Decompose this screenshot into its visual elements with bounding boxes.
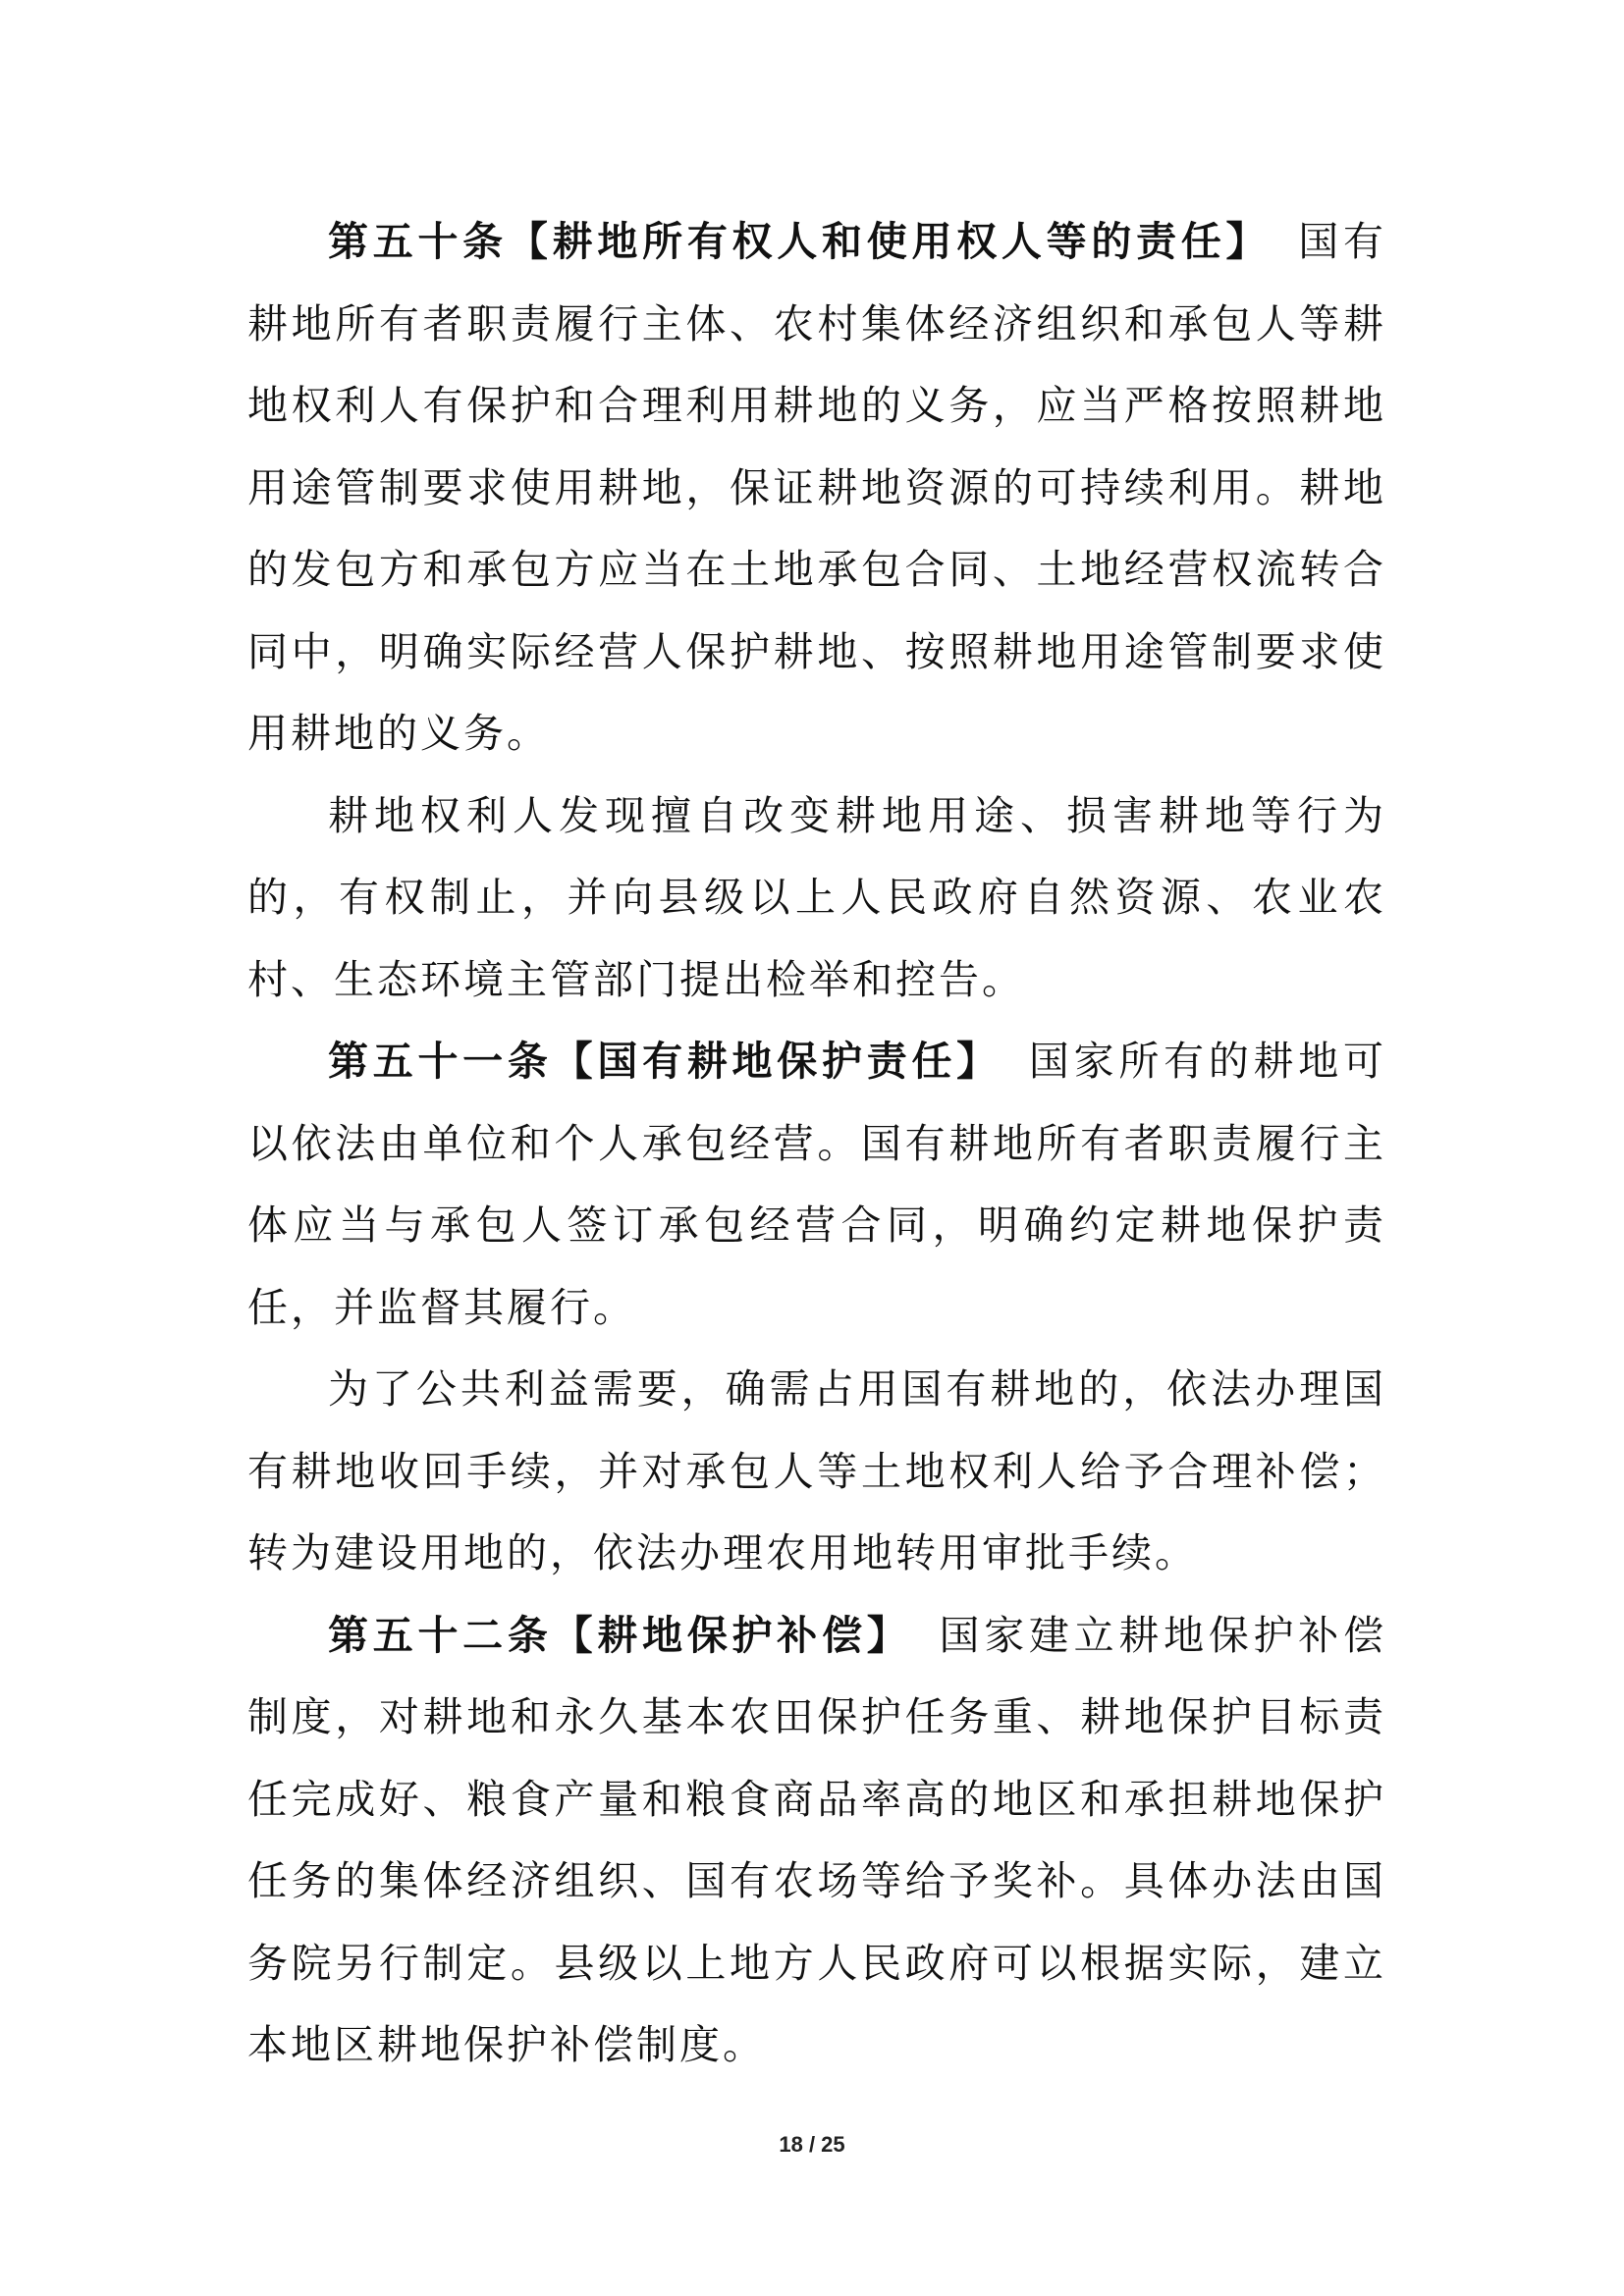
article-50-text-1: 国有耕地所有者职责履行主体、农村集体经济组织和承包人等耕地权利人有保护和合理利用耕地的义务，应当严格按照耕地用途管制要求使用耕地，保证耕地资源的可持续利用。耕地的发包方和承包方应当在土地承包合同、土地经营权流转合同中，明确实际经营人保护耕地、按照耕地用途管制要求使用耕地的义务。 <box>247 218 1387 757</box>
document-body <box>247 201 1386 2087</box>
article-50-paragraph-2 <box>247 775 1386 1022</box>
article-51-title: 【国有耕地保护责任】 <box>552 1038 1001 1085</box>
article-51-number: 第五十一条 <box>328 1038 553 1085</box>
article-52-text-1: 国家建立耕地保护补偿制度，对耕地和永久基本农田保护任务重、耕地保护目标责任完成好、粮食产量和粮食商品率高的地区和承担耕地保护任务的集体经济组织、国有农场等给予奖补。具体办法由国务院另行制定。县级以上地方人民政府可以根据实际，建立本地区耕地保护补偿制度。 <box>247 1611 1387 2068</box>
article-51-paragraph-2 <box>247 1349 1386 1595</box>
article-50-title: 【耕地所有权人和使用权人等的责任】 <box>507 218 1272 265</box>
article-51-text-2: 为了公共利益需要，确需占用国有耕地的，依法办理国有耕地收回手续，并对承包人等土地权利人给予合理补偿；转为建设用地的，依法办理农用地转用审批手续。 <box>247 1365 1386 1576</box>
article-52-paragraph-1 <box>247 1595 1386 2087</box>
article-50-text-2: 耕地权利人发现擅自改变耕地用途、损害耕地等行为的，有权制止，并向县级以上人民政府自然资源、农业农村、生态环境主管部门提出检举和控告。 <box>247 791 1386 1003</box>
article-51-text-1: 国家所有的耕地可以依法由单位和个人承包经营。国有耕地所有者职责履行主体应当与承包人签订承包经营合同，明确约定耕地保护责任，并监督其履行。 <box>247 1038 1387 1331</box>
article-50-number: 第五十条 <box>328 218 508 265</box>
article-52-number: 第五十二条 <box>328 1611 553 1659</box>
article-50-paragraph-1 <box>247 201 1386 775</box>
page-number: 18 / 25 <box>779 2132 845 2157</box>
article-52-title: 【耕地保护补偿】 <box>552 1611 912 1659</box>
article-51-paragraph-1 <box>247 1021 1386 1349</box>
